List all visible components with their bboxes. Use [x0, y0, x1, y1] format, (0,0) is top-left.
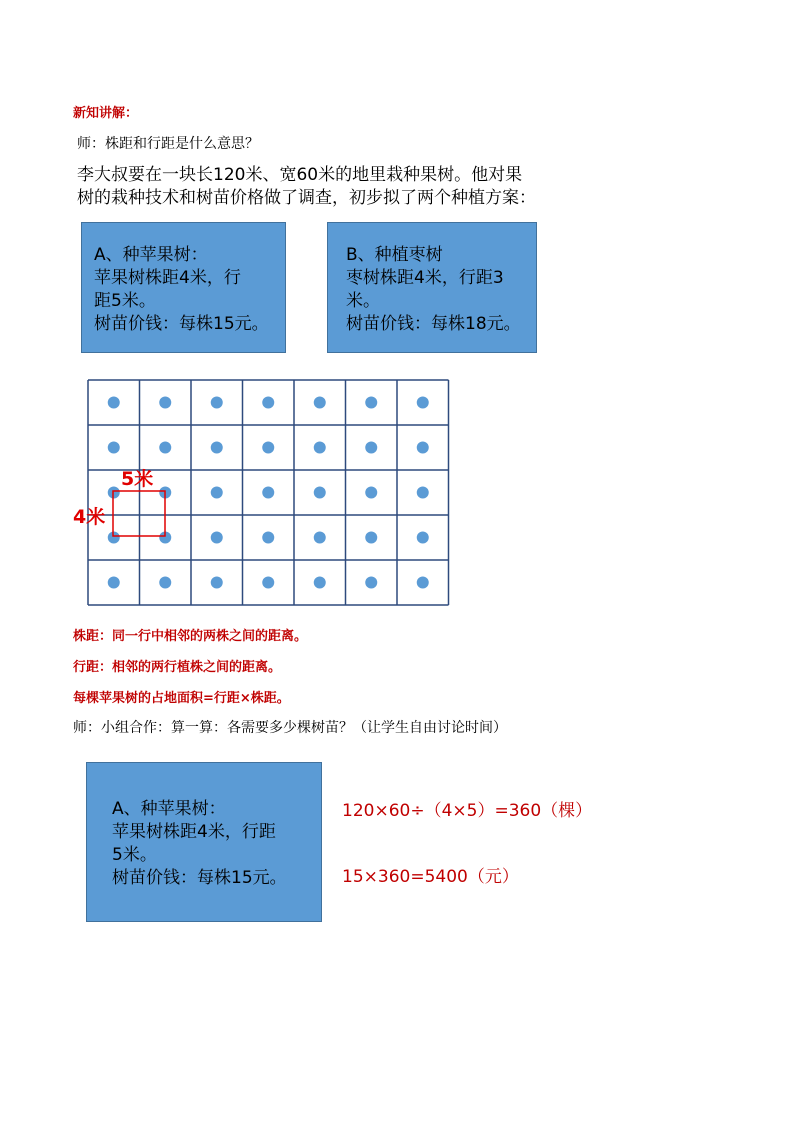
teacher-question-1: 师：株距和行距是什么意思？ — [77, 136, 259, 152]
tree-dot — [108, 577, 120, 589]
tree-dot — [365, 397, 377, 409]
tree-dot — [262, 397, 274, 409]
definition-row-spacing: 行距：相邻的两行植株之间的距离。 — [73, 660, 282, 675]
plan-a2-line: 树苗价钱：每株15元。 — [112, 868, 287, 888]
tree-dot — [314, 577, 326, 589]
plan-a2-line: 苹果树株距4米，行距 — [112, 822, 276, 842]
tree-dot — [417, 487, 429, 499]
plan-a-line: 树苗价钱：每株15元。 — [94, 314, 269, 334]
tree-dot — [417, 577, 429, 589]
tree-dot — [365, 442, 377, 454]
plan-a-line: 苹果树株距4米，行 — [94, 268, 241, 288]
row-spacing-label: 4米 — [73, 506, 106, 528]
section-title: 新知讲解： — [73, 106, 139, 121]
plan-b-line: 枣树株距4米，行距3 — [346, 268, 504, 288]
tree-dot — [314, 487, 326, 499]
tree-dot — [262, 442, 274, 454]
calculation-tree-count: 120×60÷（4×5）=360（棵） — [342, 801, 593, 821]
tree-dot — [314, 397, 326, 409]
tree-dot — [211, 442, 223, 454]
tree-dot — [211, 577, 223, 589]
plan-a2-line: A、种苹果树： — [112, 799, 226, 819]
plan-b-line: 米。 — [346, 291, 380, 311]
tree-dot — [211, 532, 223, 544]
definition-area: 每棵苹果树的占地面积=行距×株距。 — [73, 691, 290, 706]
definition-plant-spacing: 株距：同一行中相邻的两株之间的距离。 — [73, 629, 308, 644]
plan-b-line: 树苗价钱：每株18元。 — [346, 314, 521, 334]
tree-dot — [211, 487, 223, 499]
tree-dot — [417, 442, 429, 454]
tree-dot — [365, 532, 377, 544]
teacher-question-2: 师：小组合作：算一算：各需要多少棵树苗？（让学生自由讨论时间） — [73, 720, 507, 736]
tree-dot — [262, 532, 274, 544]
tree-dot — [262, 487, 274, 499]
tree-dot — [417, 532, 429, 544]
plan-b-line: B、种植枣树 — [346, 245, 443, 265]
tree-dot — [365, 487, 377, 499]
intro-line: 树的栽种技术和树苗价格做了调查，初步拟了两个种植方案： — [77, 188, 536, 208]
column-spacing-label: 5米 — [121, 468, 154, 490]
plan-a-line: 距5米。 — [94, 291, 156, 311]
tree-dot — [159, 442, 171, 454]
tree-dot — [159, 577, 171, 589]
tree-dot — [108, 397, 120, 409]
plan-a2-line: 5米。 — [112, 845, 157, 865]
tree-dot — [262, 577, 274, 589]
plan-a-line: A、种苹果树： — [94, 245, 208, 265]
plan-a-repeat-box — [86, 762, 322, 922]
tree-dot — [417, 397, 429, 409]
tree-dot — [365, 577, 377, 589]
calculation-cost: 15×360=5400（元） — [342, 867, 519, 887]
tree-dot — [159, 397, 171, 409]
tree-dot — [314, 442, 326, 454]
tree-dot — [108, 442, 120, 454]
tree-dot — [211, 397, 223, 409]
intro-line: 李大叔要在一块长120米、宽60米的地里栽种果树。他对果 — [77, 165, 523, 185]
tree-dot — [314, 532, 326, 544]
